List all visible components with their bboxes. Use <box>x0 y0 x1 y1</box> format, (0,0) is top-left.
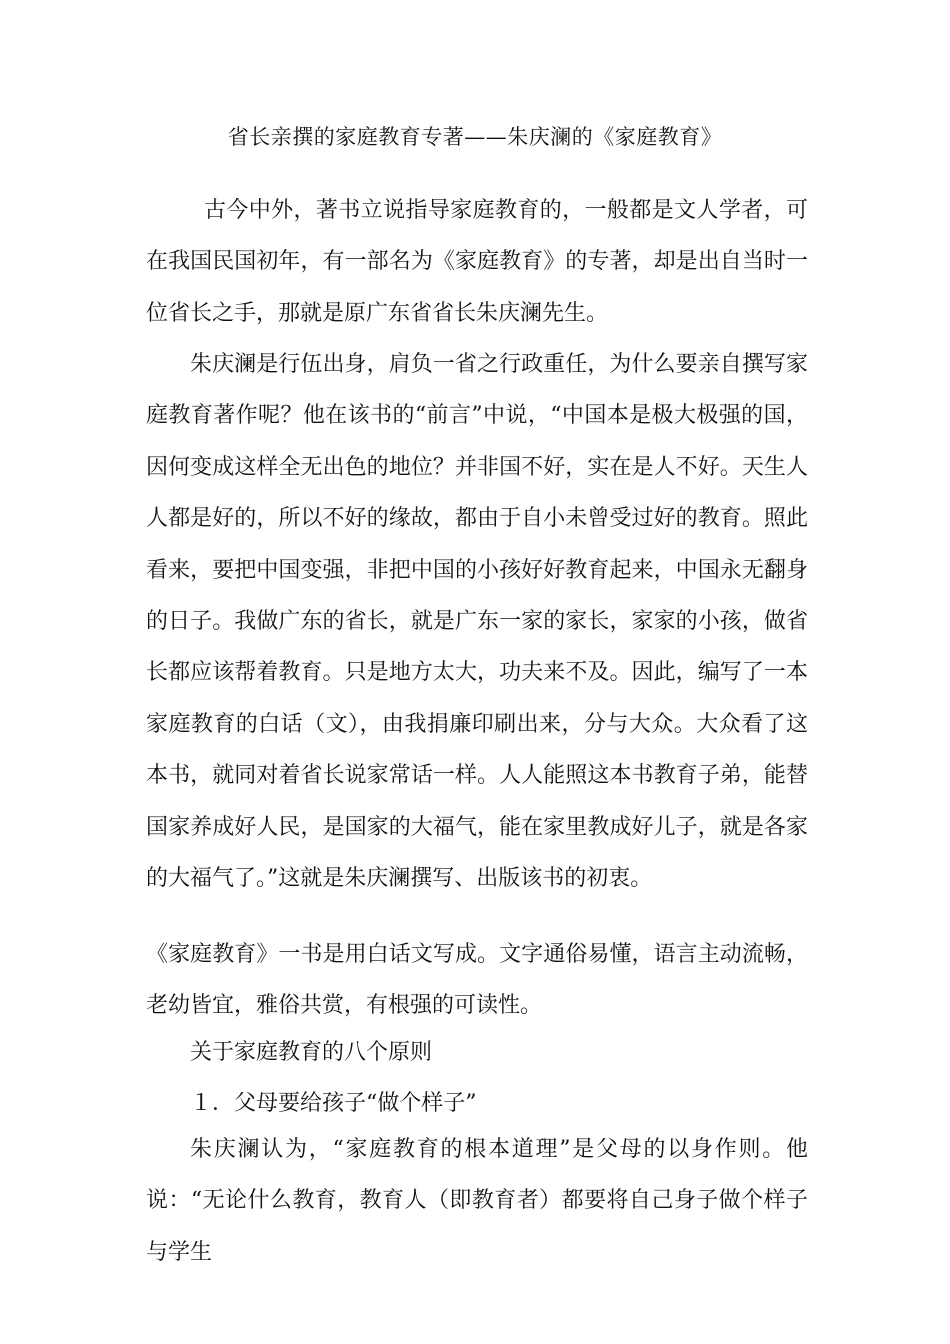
section-heading: 关于家庭教育的八个原则 <box>190 1040 433 1065</box>
principle-1-heading: １．父母要给孩子“做个样子” <box>190 1091 477 1116</box>
paragraph-motivation: 朱庆澜是行伍出身，肩负一省之行政重任，为什么要亲自撰写家庭教育著作呢？他在该书的“前言”中说，“中国本是极大极强的国，因何变成这样全无出色的地位？并非国不好，实在是人不好。天生人人都是好的，所以不好的缘故，都由于自小未曾受过好的教育。照此看来，要把中国变强，非把中国的小孩好好教育起来，中国永无翻身的日子。我做广东的省长，就是广东一家的家长，家家的小孩，做省长都应该帮着教育。只是地方太大，功夫来不及。因此，编写了一本家庭教育的白话（文），由我捐廉印刷出来，分与大众。大众看了这本书，就同对着省长说家常话一样。人人能照这本书教育子弟，能替国家养成好人民，是国家的大福气，能在家里教成好儿子，就是各家的大福气了。”这就是朱庆澜撰写、出版该书的初衷。 <box>146 352 808 892</box>
document-title: 省长亲撰的家庭教育专著——朱庆澜的《家庭教育》 <box>227 125 723 149</box>
paragraph-intro: 古今中外，著书立说指导家庭教育的，一般都是文人学者，可在我国民国初年，有一部名为《家庭教育》的专著，却是出自当时一位省长之手，那就是原广东省省长朱庆澜先生。 <box>146 198 808 326</box>
paragraph-principle-1: 朱庆澜认为，“家庭教育的根本道理”是父母的以身作则。他说：“无论什么教育，教育人（即教育者）都要将自己身子做个样子与学生 <box>146 1137 808 1265</box>
paragraph-style: 《家庭教育》一书是用白话文写成。文字通俗易懂，语言主动流畅，老幼皆宜，雅俗共赏，有根强的可读性。 <box>146 942 808 1019</box>
